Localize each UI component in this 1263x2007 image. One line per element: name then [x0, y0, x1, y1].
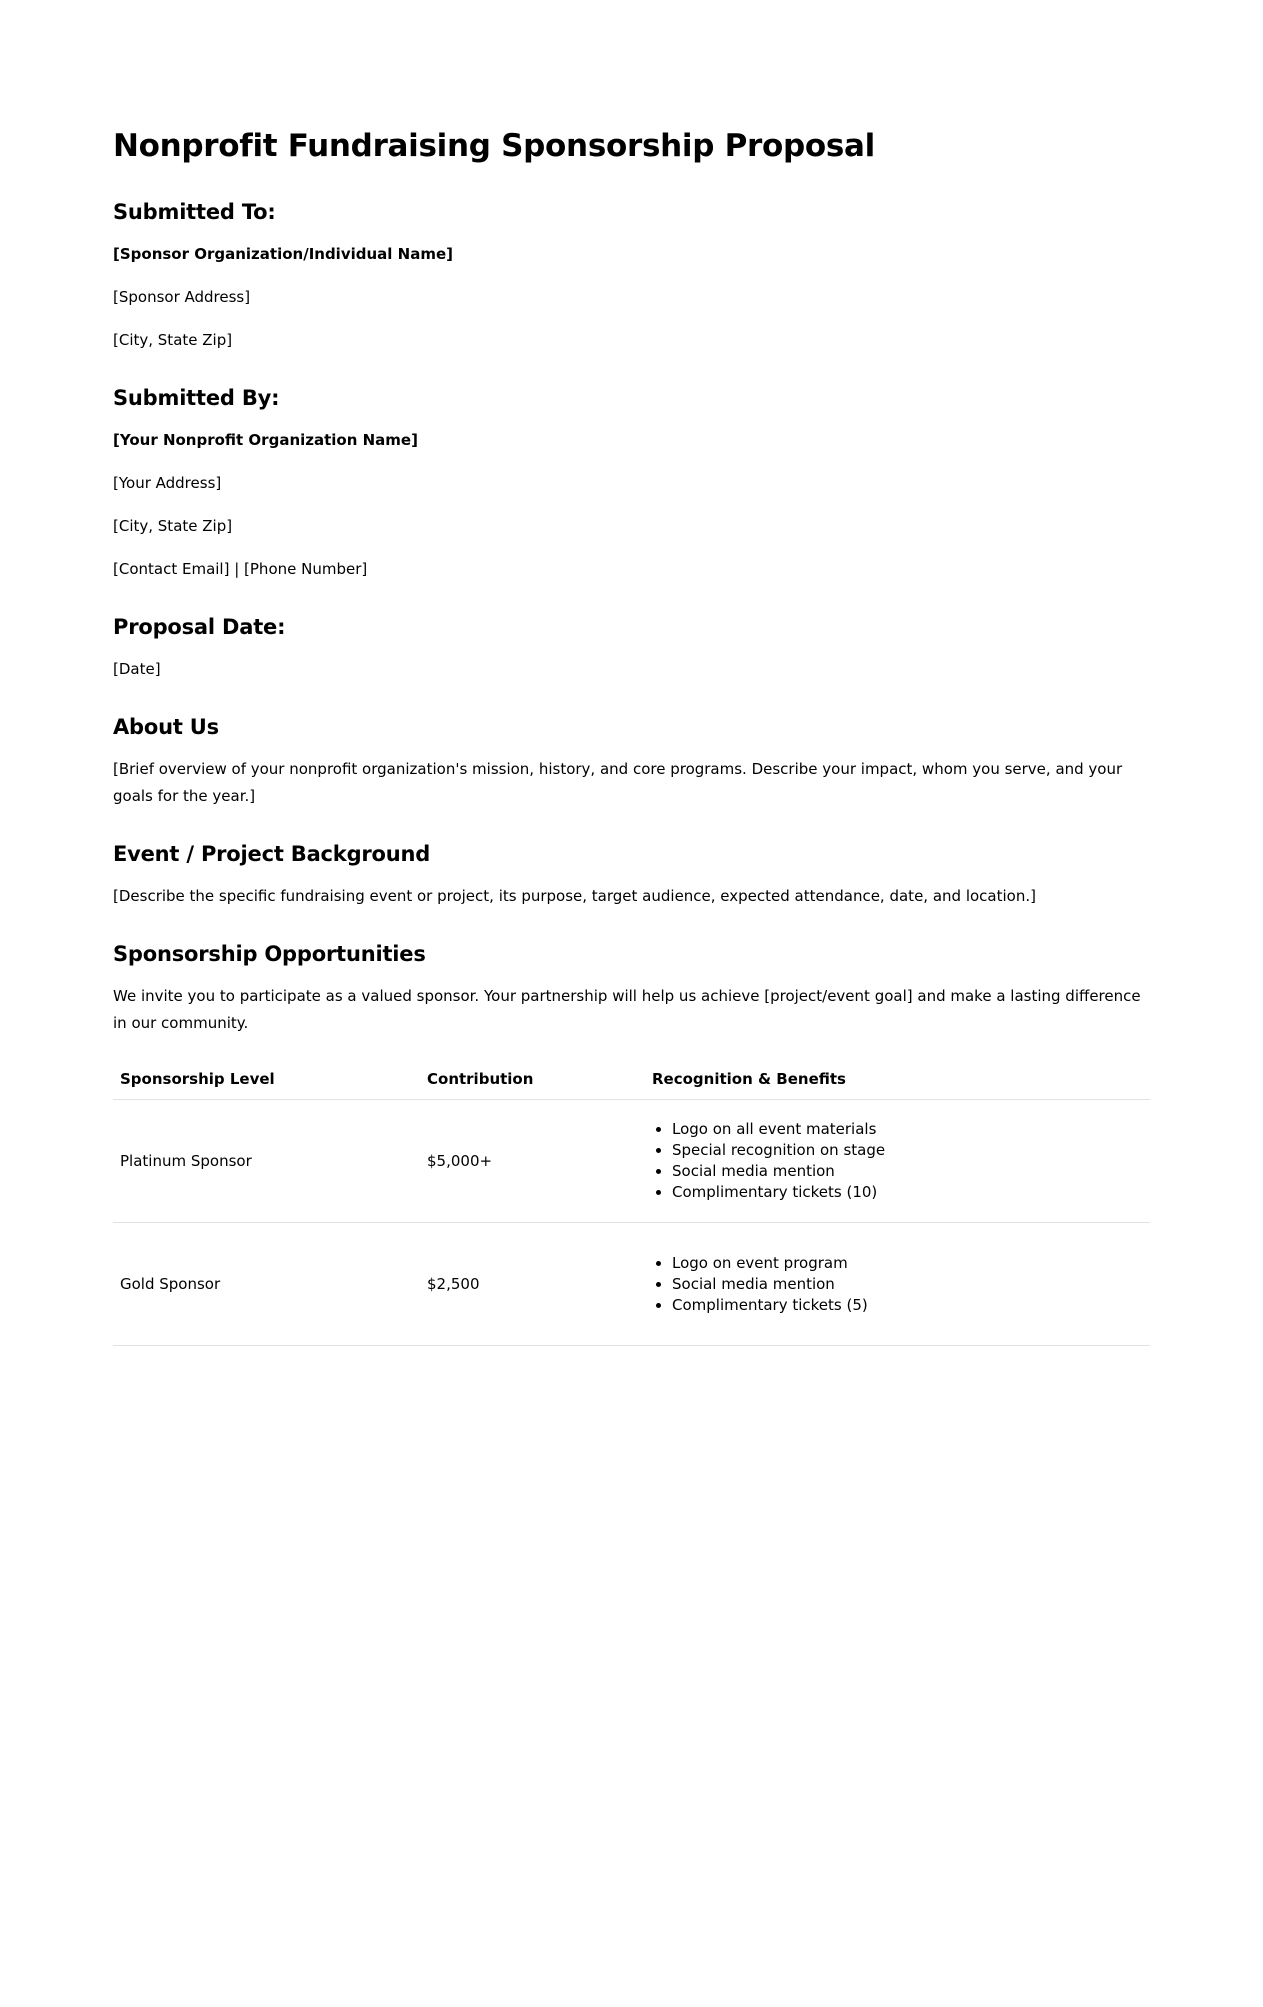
benefits-cell	[645, 1223, 1150, 1346]
table-header-row	[113, 1063, 1150, 1100]
benefits-list	[652, 1119, 1143, 1203]
about-us-body: [Brief overview of your nonprofit organization's mission, history, and core programs. Describe your impact, whom you serve, and your goals for the year.]	[113, 760, 1123, 805]
column-header-contribution: Contribution	[420, 1063, 645, 1100]
benefit-item: • Complimentary tickets (5)	[672, 1295, 1143, 1316]
org-contact: [Contact Email] | [Phone Number]	[113, 560, 368, 578]
proposal-document	[113, 0, 1150, 1346]
event-background-heading: Event / Project Background	[113, 842, 431, 866]
sponsor-name: [Sponsor Organization/Individual Name]	[113, 245, 453, 263]
benefit-item: • Special recognition on stage	[672, 1140, 1143, 1161]
level-cell: Platinum Sponsor	[113, 1100, 420, 1223]
submitted-to-heading: Submitted To:	[113, 200, 276, 224]
benefit-item: • Social media mention	[672, 1161, 1143, 1182]
level-cell: Gold Sponsor	[113, 1223, 420, 1346]
sponsorship-heading: Sponsorship Opportunities	[113, 942, 426, 966]
page-title: Nonprofit Fundraising Sponsorship Proposal	[113, 128, 875, 164]
sponsorship-intro: We invite you to participate as a valued sponsor. Your partnership will help us achieve [project/event goal] and make a lasting difference in our community.	[113, 987, 1141, 1032]
sponsorship-table	[113, 1063, 1150, 1346]
benefit-item: • Logo on event program	[672, 1253, 1143, 1274]
sponsor-address: [Sponsor Address]	[113, 288, 251, 306]
proposal-date-value: [Date]	[113, 660, 161, 678]
org-city: [City, State Zip]	[113, 517, 233, 535]
proposal-date-heading: Proposal Date:	[113, 615, 286, 639]
about-us-heading: About Us	[113, 715, 219, 739]
contribution-cell: $5,000+	[420, 1100, 645, 1223]
sponsor-city: [City, State Zip]	[113, 331, 233, 349]
benefit-item: • Logo on all event materials	[672, 1119, 1143, 1140]
table-row-platinum	[113, 1100, 1150, 1223]
column-header-benefits: Recognition & Benefits	[645, 1063, 1150, 1100]
column-header-level: Sponsorship Level	[113, 1063, 420, 1100]
org-address: [Your Address]	[113, 474, 222, 492]
benefits-list	[652, 1253, 1143, 1316]
benefits-cell	[645, 1100, 1150, 1223]
org-name: [Your Nonprofit Organization Name]	[113, 431, 418, 449]
benefit-item: • Complimentary tickets (10)	[672, 1182, 1143, 1203]
event-background-body: [Describe the specific fundraising event or project, its purpose, target audience, expected attendance, date, and location.]	[113, 887, 1036, 905]
benefit-item: • Social media mention	[672, 1274, 1143, 1295]
submitted-by-heading: Submitted By:	[113, 386, 280, 410]
table-row-gold	[113, 1223, 1150, 1346]
contribution-cell: $2,500	[420, 1223, 645, 1346]
